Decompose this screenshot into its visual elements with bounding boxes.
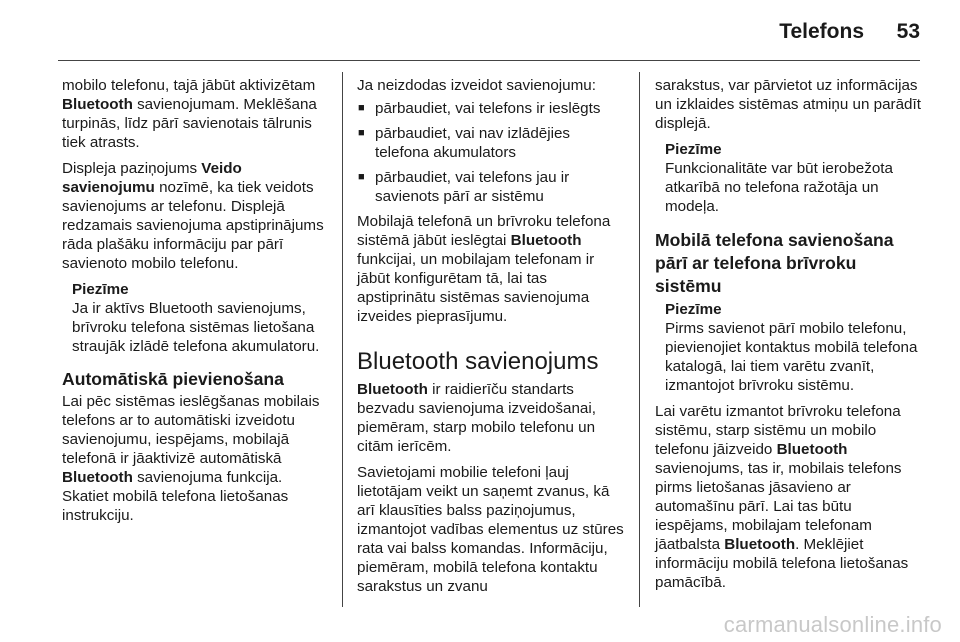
note-text: Funkcionalitāte var būt ierobežota atkarībā no telefona ražotāja un modeļa. xyxy=(665,160,893,215)
watermark: carmanualsonline.info xyxy=(723,612,942,637)
section-heading: Mobilā telefona savienošana pārī ar telefona brīvroku sistēmu xyxy=(655,230,894,296)
note-text: Pirms savienot pārī mobilo telefonu, pievienojiet kontaktus mobilā telefona katalogā, lai tiem varētu zvanīt, izmantojot brīvroku sistēmu. xyxy=(665,320,918,394)
column-2 xyxy=(357,76,625,603)
checklist xyxy=(357,99,625,206)
page-header xyxy=(0,0,960,62)
page-title: Telefons xyxy=(779,20,864,43)
header-divider xyxy=(58,60,920,61)
section-heading: Automātiskā pievienošana xyxy=(62,369,284,389)
paragraph: Mobilajā telefonā un brīvroku telefona sistēmā jābūt ieslēgtai Bluetooth funkcijai, un mobilajam telefonam ir jābūt konfigurētam tā, lai tas apstiprinātu sistēmas savienojuma izveides pieprasījumu. xyxy=(357,213,611,325)
list-item: ■ pārbaudiet, vai telefons ir ieslēgts xyxy=(357,99,625,118)
paragraph: Displeja paziņojums Veido savienojumu nozīmē, ka tiek veidots savienojums ar telefonu. Displejā redzamais savienojuma apstiprinājums rāda plašāku informāciju par pārī savienoto mobilo telefonu. xyxy=(62,160,324,272)
note xyxy=(655,140,923,216)
paragraph: Savietojami mobilie telefoni ļauj lietotājam veikt un saņemt zvanus, kā arī klausīties balss paziņojumus, izmantojot vadības elementus uz stūres rata vai balss komandas. Informāciju, piemēram, mobilā telefona kontaktu sarakstus un zvanu xyxy=(357,464,624,595)
note xyxy=(62,280,330,356)
list-item: ■ pārbaudiet, vai telefons jau ir savienots pārī ar sistēmu xyxy=(357,168,625,206)
note-label: Piezīme xyxy=(665,141,722,158)
column-divider-1 xyxy=(342,72,343,607)
page-number: 53 xyxy=(896,20,920,43)
paragraph: mobilo telefonu, tajā jābūt aktivizētam Bluetooth savienojumam. Meklēšana turpinās, līdz pārī savienotais tālrunis tiek atrasts. xyxy=(62,77,317,151)
paragraph: sarakstus, var pārvietot uz informācijas un izklaides sistēmas atmiņu un parādīt displejā. xyxy=(655,77,921,132)
column-divider-2 xyxy=(639,72,640,607)
paragraph: Lai pēc sistēmas ieslēgšanas mobilais telefons ar to automātiski izveidotu savienojumu, iespējams, mobilajā telefonā ir jāaktivizē automātiskā Bluetooth savienojuma funkcija. Skatiet mobilā telefona lietošanas instrukciju. xyxy=(62,393,320,524)
chapter-heading: Bluetooth savienojums xyxy=(357,348,599,375)
note-label: Piezīme xyxy=(665,301,722,318)
paragraph: Lai varētu izmantot brīvroku telefona sistēmu, starp sistēmu un mobilo telefonu jāizveido Bluetooth savienojums, tas ir, mobilais telefons pirms lietošanas jāsavieno ar automašīnu pārī. Lai tas būtu iespējams, mobilajam telefonam jāatbalsta Bluetooth. Meklējiet informāciju mobilā telefona lietošanas pamācībā. xyxy=(655,403,909,591)
note-label: Piezīme xyxy=(72,281,129,298)
note-text: Ja ir aktīvs Bluetooth savienojums, brīvroku telefona sistēmas lietošana straujāk izlādē telefona akumulatoru. xyxy=(72,300,320,355)
list-item: ■ pārbaudiet, vai nav izlādējies telefona akumulators xyxy=(357,124,625,162)
paragraph: Ja neizdodas izveidot savienojumu: xyxy=(357,77,596,94)
note xyxy=(655,300,923,395)
paragraph: Bluetooth ir raidierīču standarts bezvadu savienojuma izveidošanai, piemēram, starp mobilo telefonu un citām ierīcēm. xyxy=(357,381,596,455)
column-1 xyxy=(62,76,330,532)
column-3 xyxy=(655,76,923,599)
